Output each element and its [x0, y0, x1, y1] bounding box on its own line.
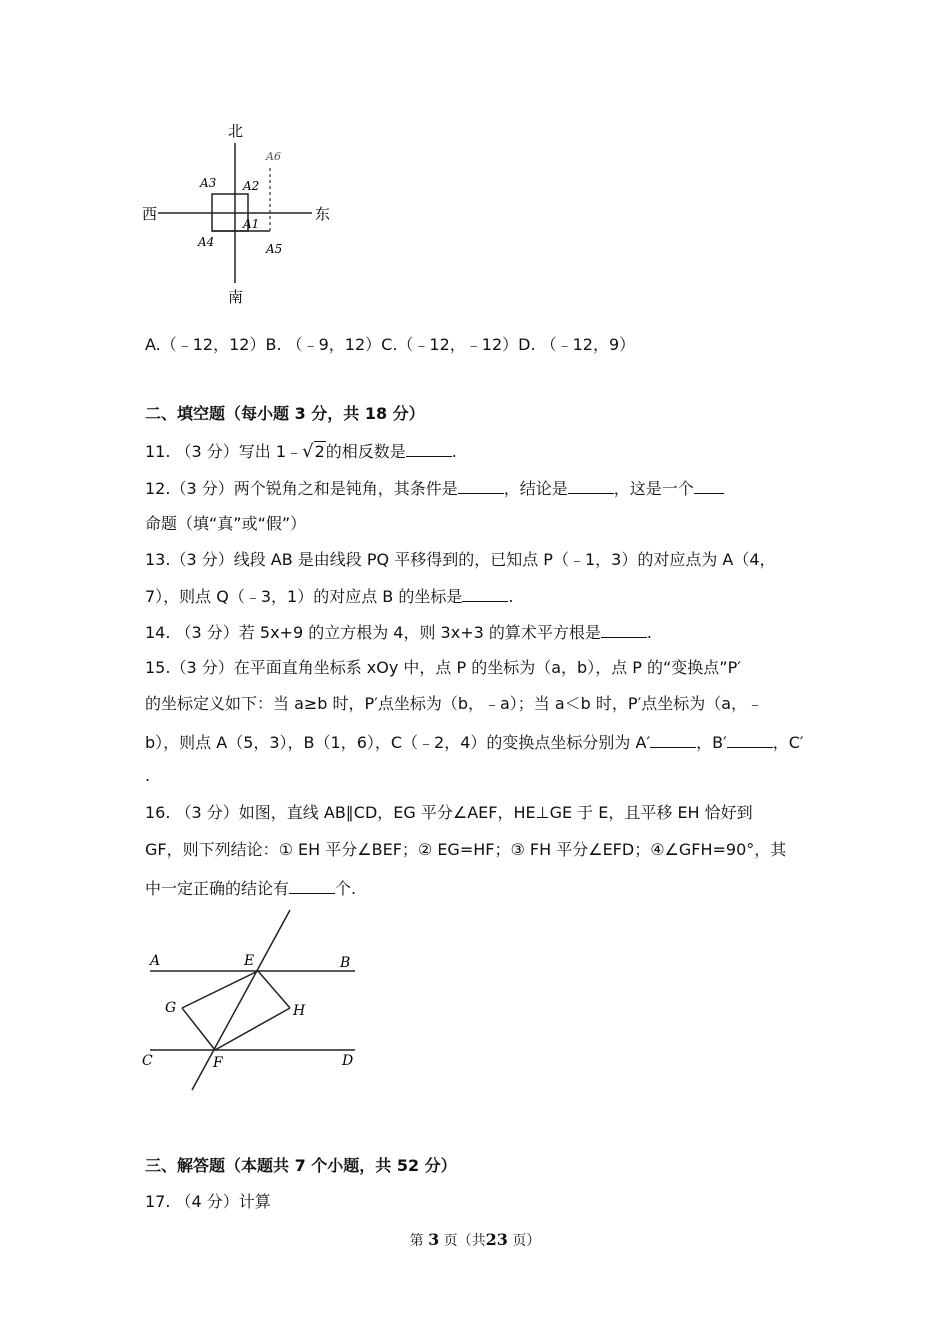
- q15-blank-b: [727, 731, 773, 748]
- geometry-figure: [140, 905, 370, 1100]
- footer-page-number: 3: [428, 1230, 440, 1249]
- q12-text-b: ，结论是: [503, 479, 568, 498]
- label-a3: A3: [200, 176, 217, 190]
- compass-figure: [140, 118, 340, 308]
- label-h: H: [293, 1003, 306, 1019]
- q14-text-b: .: [646, 623, 652, 642]
- q15-line2: 的坐标定义如下：当 a≥b 时，P′点坐标为（b，﹣a）；当 a＜b 时，P′点坐标为（a，﹣: [145, 694, 764, 713]
- q13-answer-blank: [462, 585, 508, 602]
- q12-text-c: ，这是一个: [613, 479, 694, 498]
- q13-line1: 13.（3 分）线段 AB 是由线段 PQ 平移得到的，已知点 P（﹣1，3）的对应点为 A（4，: [145, 550, 776, 569]
- q11-end: .: [451, 442, 457, 461]
- footer-pre: 第: [409, 1233, 424, 1249]
- footer-mid: 页（共: [443, 1233, 486, 1249]
- q16-line2: GF，则下列结论：① EH 平分∠BEF；② EG=HF；③ FH 平分∠EFD；④∠GFH=90°，其: [145, 840, 787, 859]
- q15-line1: 15.（3 分）在平面直角坐标系 xOy 中，点 P 的坐标为（a，b），点 P 的“变换点”P′: [145, 658, 741, 677]
- page-footer: [0, 1230, 950, 1250]
- q12-blank-3: [694, 477, 724, 494]
- q14-answer-blank: [601, 621, 647, 638]
- q16-text-b: 个.: [335, 879, 357, 898]
- q12-blank-1: [458, 477, 504, 494]
- label-g: G: [165, 1000, 177, 1016]
- label-b: B: [340, 955, 351, 971]
- q11: [145, 440, 457, 462]
- label-e: E: [244, 953, 255, 969]
- label-a5: A5: [266, 242, 283, 256]
- q17: 17. （4 分）计算: [145, 1192, 271, 1211]
- q16-line3: [145, 877, 356, 899]
- label-f: F: [213, 1055, 223, 1071]
- west-label: 西: [142, 205, 158, 223]
- q15-text-a: b），则点 A（5，3），B（1，6），C（﹣2，4）的变换点坐标分别为 A′: [145, 733, 651, 752]
- label-a4: A4: [198, 235, 215, 249]
- q14-text-a: 14. （3 分）若 5x+9 的立方根为 4，则 3x+3 的算术平方根是: [145, 623, 601, 642]
- segment-gf: [182, 1008, 215, 1050]
- q11-prefix: 11. （3 分）写出 1﹣: [145, 442, 303, 461]
- q15-line4: .: [145, 766, 151, 785]
- north-label: 北: [228, 122, 244, 140]
- q14: [145, 621, 652, 643]
- q11-answer-blank: [406, 440, 452, 457]
- q13-text-a: 7），则点 Q（﹣3，1）的对应点 B 的坐标是: [145, 587, 463, 606]
- q12-blank-2: [568, 477, 614, 494]
- q11-suffix: 的相反数是: [325, 442, 406, 461]
- q16-text-a: 中一定正确的结论有: [145, 879, 290, 898]
- footer-post: 页）: [512, 1233, 541, 1249]
- q12-line1: [145, 477, 724, 499]
- q13-line2: [145, 585, 513, 607]
- section3-title: 三、解答题（本题共 7 个小题，共 52 分）: [145, 1156, 457, 1175]
- segment-eh: [258, 971, 290, 1008]
- label-a: A: [150, 953, 161, 969]
- transversal: [192, 910, 290, 1090]
- q15-text-b: ，B′: [696, 733, 727, 752]
- q11-radicand: 2: [314, 442, 325, 461]
- sqrt-symbol: √2: [302, 441, 325, 462]
- q13-text-b: .: [508, 587, 514, 606]
- q15-text-c: ，C′: [772, 733, 804, 752]
- label-d: D: [342, 1053, 354, 1069]
- q16-line1: 16. （3 分）如图，直线 AB∥CD，EG 平分∠AEF，HE⊥GE 于 E，且平移 EH 恰好到: [145, 803, 753, 822]
- q15-line3: [145, 731, 804, 753]
- south-label: 南: [228, 288, 244, 306]
- q16-answer-blank: [289, 877, 335, 894]
- section2-title: 二、填空题（每小题 3 分，共 18 分）: [145, 404, 425, 423]
- label-a2: A2: [243, 179, 260, 193]
- q10-options: A.（﹣12，12）B. （﹣9，12）C.（﹣12，﹣12）D. （﹣12，9）: [145, 335, 636, 354]
- label-a6: A6: [266, 150, 281, 163]
- label-a1: A1: [243, 217, 260, 231]
- east-label: 东: [315, 205, 331, 223]
- footer-total-pages: 23: [485, 1230, 508, 1249]
- q15-blank-a: [650, 731, 696, 748]
- segment-hf: [215, 1008, 290, 1050]
- q12-text-a: 12.（3 分）两个锐角之和是钝角，其条件是: [145, 479, 458, 498]
- label-c: C: [142, 1053, 153, 1069]
- q12-line2: 命题（填“真”或“假”）: [145, 514, 307, 533]
